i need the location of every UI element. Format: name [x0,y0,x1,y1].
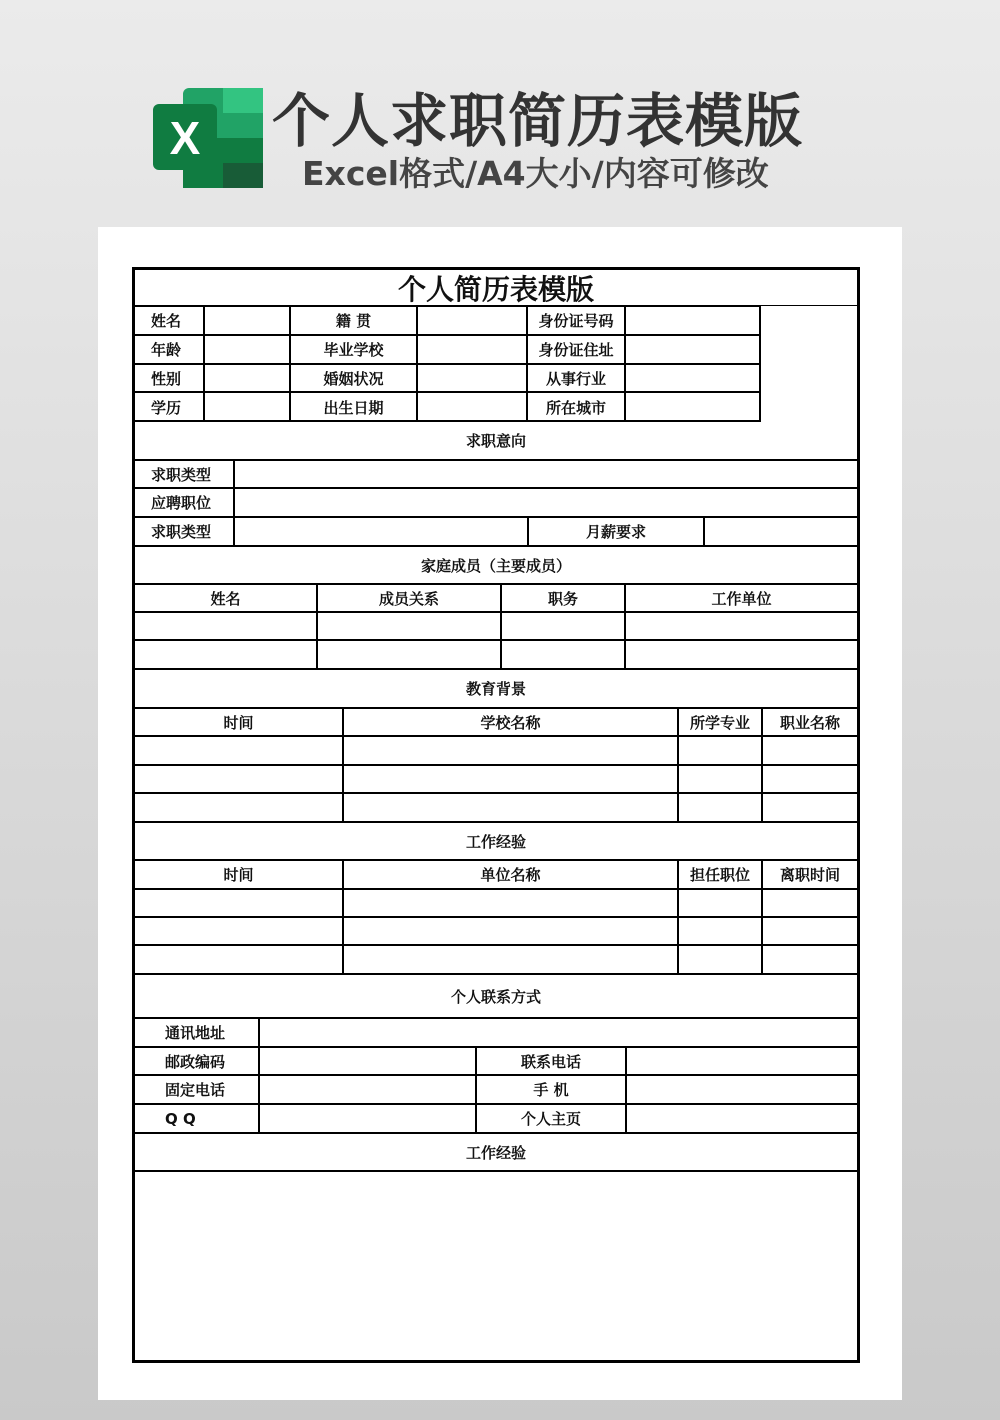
industry-label: 从事行业 [528,365,626,391]
table-cell[interactable] [318,641,502,668]
table-cell[interactable] [135,794,344,821]
table-cell[interactable] [344,794,679,821]
table-cell[interactable] [344,766,679,792]
salary-value[interactable] [705,518,857,545]
table-cell[interactable] [679,794,763,821]
edu-col-title: 职业名称 [779,713,840,732]
qq-label: Q Q [135,1105,260,1132]
free-text-area [135,1172,857,1360]
basic-row [135,393,761,422]
table-cell[interactable] [318,613,502,639]
marital-label: 婚姻状况 [291,365,418,391]
table-cell[interactable] [502,613,626,639]
table-cell[interactable] [679,737,763,764]
industry-value[interactable] [626,365,761,391]
contact-section-title: 个人联系方式 [450,987,541,1006]
table-row [135,918,857,946]
section-header [135,975,857,1019]
work-col-time: 时间 [135,861,344,888]
table-cell[interactable] [763,766,857,792]
id-number-value[interactable] [626,307,761,334]
id-address-value[interactable] [626,336,761,363]
address-value[interactable] [260,1019,857,1046]
contact-row [135,1076,857,1105]
table-cell[interactable] [626,641,857,668]
free-text-value[interactable] [135,1172,857,1360]
form-title-row [135,270,857,307]
table-row [135,613,857,641]
job-type-value[interactable] [235,461,857,487]
contact-row [135,1048,857,1076]
work-header-row [135,861,857,890]
table-cell[interactable] [763,918,857,944]
page-subtitle: Excel格式/A4大小/内容可修改 [302,154,769,193]
work-col-leave-time: 离职时间 [779,866,840,884]
page-header [0,0,1000,220]
table-cell[interactable] [763,737,857,764]
family-section-title: 家庭成员（主要成员） [420,556,571,575]
id-address-label: 身份证住址 [528,336,626,363]
work-col-employer: 单位名称 [344,861,679,888]
page-title: 个人求职简历表模版 [272,87,804,155]
edu-col-school: 学校名称 [344,709,679,735]
school-value[interactable] [418,336,528,363]
intent-row [135,518,857,547]
phone-value[interactable] [627,1048,857,1074]
homepage-label: 个人主页 [477,1105,627,1132]
table-cell[interactable] [626,613,857,639]
homepage-value[interactable] [627,1105,857,1132]
education-value[interactable] [205,393,291,422]
table-cell[interactable] [502,641,626,668]
job-type-label: 求职类型 [135,461,235,487]
section-header [135,1134,857,1172]
education-label: 学历 [135,393,205,422]
marital-value[interactable] [418,365,528,391]
native-place-label: 籍 贯 [291,307,418,334]
table-cell[interactable] [679,946,763,973]
birth-date-value[interactable] [418,393,528,422]
birth-date-label: 出生日期 [291,393,418,422]
paper-sheet [98,227,902,1400]
table-row [135,794,857,823]
table-row [135,641,857,670]
photo-area[interactable] [761,306,857,422]
native-place-value[interactable] [418,307,528,334]
work-section-title: 工作经验 [465,832,526,851]
gender-value[interactable] [205,365,291,391]
basic-row [135,336,761,365]
position-value[interactable] [235,489,857,516]
section-header [135,547,857,585]
postcode-value[interactable] [260,1048,477,1074]
table-cell[interactable] [135,890,344,916]
form-title: 个人简历表模版 [397,272,594,306]
section-header [135,670,857,709]
mobile-label: 手 机 [477,1076,627,1103]
age-value[interactable] [205,336,291,363]
edu-col-time: 时间 [135,709,344,735]
city-label: 所在城市 [528,393,626,422]
school-label: 毕业学校 [291,336,418,363]
job-type-label-2: 求职类型 [135,518,235,545]
landline-label: 固定电话 [135,1076,260,1103]
phone-label: 联系电话 [477,1048,627,1074]
table-row [135,766,857,794]
family-col-duty: 职务 [502,585,626,611]
intent-row [135,461,857,489]
table-cell[interactable] [135,641,318,668]
table-cell[interactable] [679,890,763,916]
table-cell[interactable] [135,737,344,764]
intent-row [135,489,857,518]
work-col-position: 担任职位 [679,861,763,888]
section-header [135,422,857,461]
table-cell[interactable] [135,766,344,792]
section-header [135,823,857,861]
edu-col-major: 所学专业 [679,709,763,735]
contact-row [135,1019,857,1048]
job-type-value-2[interactable] [235,518,529,545]
table-row [135,890,857,918]
address-label: 通讯地址 [135,1019,260,1046]
intent-section-title: 求职意向 [465,432,526,450]
city-value[interactable] [626,393,761,422]
family-col-employer: 工作单位 [711,589,772,608]
table-cell[interactable] [679,918,763,944]
table-cell[interactable] [344,737,679,764]
table-cell[interactable] [679,766,763,792]
landline-value[interactable] [260,1076,477,1103]
salary-label: 月薪要求 [529,518,705,545]
table-cell[interactable] [344,918,679,944]
table-row [135,737,857,766]
gender-label: 性别 [135,365,205,391]
id-number-label: 身份证号码 [528,307,626,334]
name-value[interactable] [205,307,291,334]
table-cell[interactable] [763,946,857,973]
family-col-name: 姓名 [135,585,318,611]
education-header-row [135,709,857,737]
basic-row [135,307,761,336]
position-label: 应聘职位 [135,489,235,516]
family-header-row [135,585,857,613]
basic-row [135,365,761,393]
table-cell[interactable] [763,890,857,916]
table-cell[interactable] [135,613,318,639]
name-label: 姓名 [135,307,205,334]
table-cell[interactable] [135,918,344,944]
excel-logo-icon [153,88,263,188]
postcode-label: 邮政编码 [135,1048,260,1074]
qq-value[interactable] [260,1105,477,1132]
education-section-title: 教育背景 [465,680,526,698]
table-cell[interactable] [763,794,857,821]
mobile-value[interactable] [627,1076,857,1103]
table-cell[interactable] [135,946,344,973]
family-col-relation: 成员关系 [318,585,502,611]
resume-form [132,267,860,1363]
excel-logo-letter: X [169,112,201,164]
table-cell[interactable] [344,946,679,973]
contact-row [135,1105,857,1134]
table-row [135,946,857,975]
table-cell[interactable] [344,890,679,916]
final-section-title: 工作经验 [465,1143,526,1162]
age-label: 年龄 [135,336,205,363]
